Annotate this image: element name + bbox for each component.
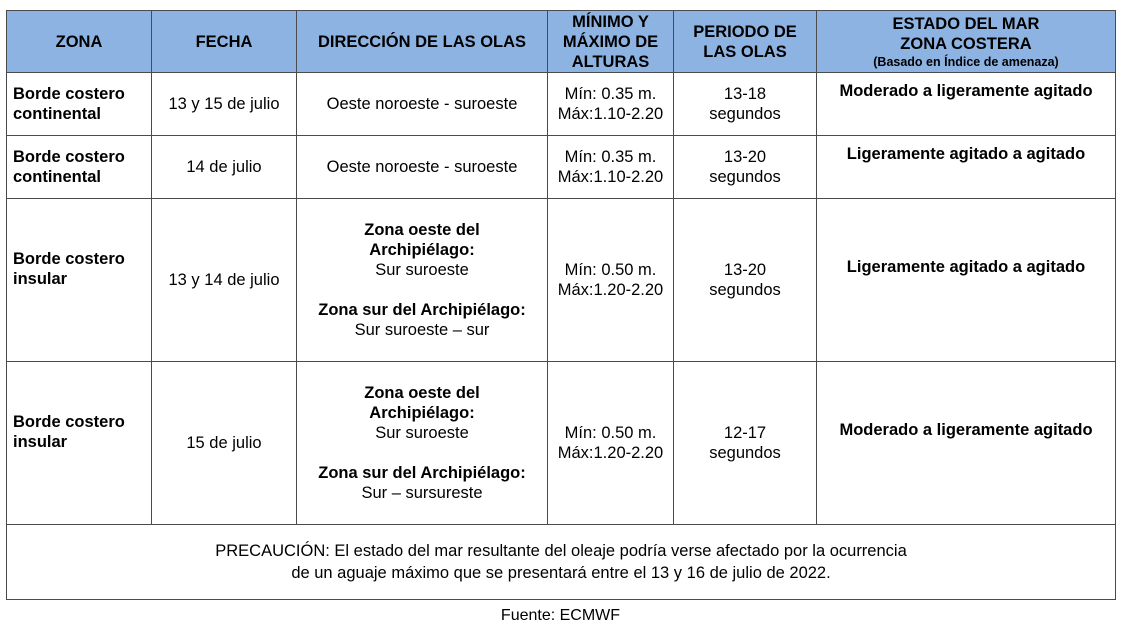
alturas-cell: Mín: 0.50 m. Máx:1.20-2.20: [548, 199, 674, 362]
estado-cell: Ligeramente agitado a agitado: [817, 199, 1116, 362]
periodo-cell: 13-18 segundos: [674, 73, 817, 136]
estado-cell: Moderado a ligeramente agitado: [817, 73, 1116, 136]
estado-cell: Ligeramente agitado a agitado: [817, 136, 1116, 199]
zona-cell: Borde costero continental: [7, 136, 152, 199]
source-caption: Fuente: ECMWF: [500, 607, 621, 624]
header-estado: ESTADO DEL MAR ZONA COSTERA (Basado en Índice de amenaza): [817, 11, 1116, 73]
table-row: [7, 73, 1116, 136]
header-zona: ZONA: [7, 11, 152, 73]
periodo-cell: 12-17 segundos: [674, 362, 817, 525]
precaution-note: PRECAUCIÓN: El estado del mar resultante del oleaje podría verse afectado por la ocurrencia de un aguaje máximo que se presentará entre el 13 y 16 de julio de 2022.: [7, 525, 1116, 600]
direccion-cell: Zona oeste del Archipiélago: Sur suroeste Zona sur del Archipiélago: Sur suroeste – sur: [297, 199, 548, 362]
fecha-cell: 15 de julio: [152, 362, 297, 525]
periodo-cell: 13-20 segundos: [674, 199, 817, 362]
zona-cell: Borde costero continental: [7, 73, 152, 136]
fecha-cell: 14 de julio: [152, 136, 297, 199]
alturas-cell: Mín: 0.35 m. Máx:1.10-2.20: [548, 73, 674, 136]
header-alturas: MÍNIMO Y MÁXIMO DE ALTURAS: [548, 11, 674, 73]
direccion-cell: Oeste noroeste - suroeste: [297, 73, 548, 136]
precaution-row: [7, 525, 1116, 600]
table-row: [7, 136, 1116, 199]
direccion-cell: Zona oeste del Archipiélago: Sur suroeste Zona sur del Archipiélago: Sur – sursureste: [297, 362, 548, 525]
wave-forecast-table: [6, 10, 1116, 600]
header-direccion: DIRECCIÓN DE LAS OLAS: [297, 11, 548, 73]
alturas-cell: Mín: 0.35 m. Máx:1.10-2.20: [548, 136, 674, 199]
fecha-cell: 13 y 14 de julio: [152, 199, 297, 362]
fecha-cell: 13 y 15 de julio: [152, 73, 297, 136]
estado-cell: Moderado a ligeramente agitado: [817, 362, 1116, 525]
zona-cell: Borde costero insular: [7, 362, 152, 525]
header-fecha: FECHA: [152, 11, 297, 73]
zona-cell: Borde costero insular: [7, 199, 152, 362]
periodo-cell: 13-20 segundos: [674, 136, 817, 199]
alturas-cell: Mín: 0.50 m. Máx:1.20-2.20: [548, 362, 674, 525]
header-periodo: PERIODO DE LAS OLAS: [674, 11, 817, 73]
table-row: [7, 362, 1116, 525]
direccion-cell: Oeste noroeste - suroeste: [297, 136, 548, 199]
table-row: [7, 199, 1116, 362]
header-row: [7, 11, 1116, 73]
